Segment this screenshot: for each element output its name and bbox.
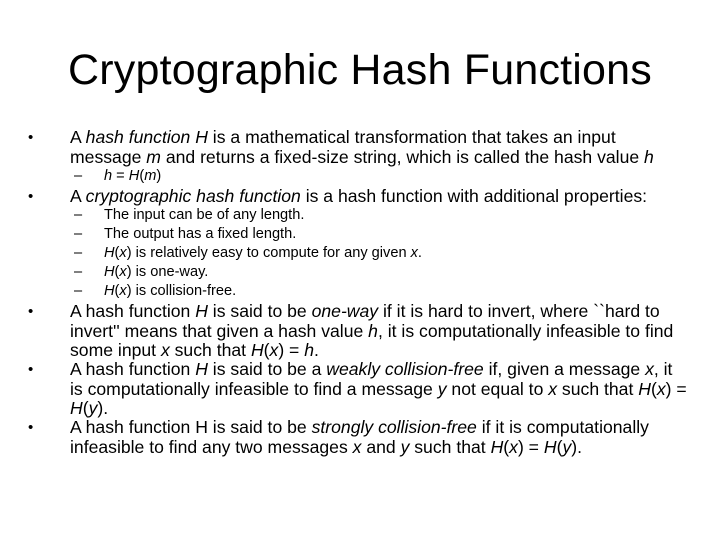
text-segment: is said to be a	[207, 359, 327, 379]
italic-text: H	[543, 436, 557, 457]
text-segment: (	[82, 398, 89, 418]
sub-item-output-length	[74, 226, 690, 243]
bullet-text	[70, 127, 654, 167]
italic-text: h	[304, 340, 315, 360]
text-segment: =	[112, 168, 129, 184]
italic-text: x	[656, 378, 666, 399]
sub-item-text	[104, 168, 161, 184]
italic-text: H	[195, 301, 208, 321]
italic-text: x	[119, 264, 127, 280]
italic-text: x	[160, 340, 170, 360]
dash-icon: –	[74, 226, 83, 242]
italic-text: hash function H	[85, 127, 208, 147]
text-segment: ) =	[665, 378, 687, 399]
sub-item-text	[104, 283, 236, 299]
italic-text: h	[104, 168, 113, 184]
italic-text: y	[437, 378, 447, 399]
sub-item-input-length	[74, 207, 690, 224]
italic-text: y	[400, 436, 410, 457]
bullet-text	[70, 186, 647, 206]
text-segment: The output has a fixed length.	[104, 226, 297, 242]
italic-text: m	[146, 146, 161, 167]
sub-item-text	[104, 226, 296, 242]
text-segment: such that	[557, 378, 639, 399]
text-segment: ) is relatively easy to compute for any given	[126, 245, 411, 261]
italic-text: y	[562, 436, 572, 457]
italic-text: H	[128, 168, 140, 184]
text-segment: and	[361, 436, 401, 457]
text-segment: such that	[409, 436, 491, 457]
text-segment: ).	[571, 436, 582, 457]
text-segment: (	[114, 245, 120, 261]
text-segment: (	[139, 168, 145, 184]
text-segment: A hash function H is said to be	[70, 417, 312, 437]
bullet-text	[70, 301, 673, 360]
italic-text: y	[88, 398, 98, 418]
text-segment: and returns a fixed-size string, which is called the hash value	[160, 146, 645, 167]
italic-text: m	[144, 168, 157, 184]
text-segment: A	[70, 127, 86, 147]
italic-text: H	[638, 378, 651, 399]
bullet-cryptographic-hash-function	[28, 186, 690, 207]
bullet-text	[70, 359, 687, 418]
text-segment: , it is computationally infeasible to find a message	[70, 359, 673, 399]
italic-text: h	[368, 320, 378, 341]
text-segment: not equal to	[446, 378, 549, 399]
text-segment: (	[263, 340, 270, 360]
italic-text: x	[119, 283, 127, 299]
italic-text: strongly collision-free	[311, 417, 477, 437]
bullet-weakly-collision-free	[28, 359, 690, 419]
bullet-one-way-definition	[28, 301, 690, 361]
dash-icon: –	[74, 168, 83, 184]
text-segment: )	[156, 168, 162, 184]
sub-item-text	[104, 264, 208, 280]
italic-text: x	[509, 436, 518, 457]
italic-text: x	[548, 378, 558, 399]
italic-text: H	[70, 398, 83, 418]
text-segment: (	[556, 436, 563, 457]
italic-text: one-way	[311, 301, 379, 321]
bullet-hash-function-definition	[28, 127, 690, 167]
text-segment: (	[114, 264, 120, 280]
italic-text: H	[250, 340, 264, 360]
dash-icon: –	[74, 283, 83, 299]
italic-text: H	[104, 283, 115, 299]
italic-text: weakly collision-free	[326, 359, 484, 379]
text-segment: if, given a message	[483, 359, 646, 379]
text-segment: A	[70, 186, 86, 206]
sub-item-collision-free	[74, 283, 690, 300]
text-segment: (	[650, 378, 657, 399]
text-segment: .	[314, 340, 319, 360]
text-segment: if it is computationally infeasible to find any two messages	[70, 417, 649, 457]
italic-text: H	[104, 245, 115, 261]
dash-icon: –	[74, 245, 83, 261]
italic-text: x	[410, 245, 418, 261]
dash-icon: –	[74, 207, 83, 223]
italic-text: H	[490, 436, 504, 457]
italic-text: x	[269, 340, 279, 360]
dash-icon: –	[74, 264, 83, 280]
text-segment: A hash function	[70, 359, 196, 379]
sub-item-easy-to-compute	[74, 245, 690, 262]
bullet-icon: •	[28, 361, 34, 378]
text-segment: .	[417, 245, 422, 261]
sub-item-one-way	[74, 264, 690, 281]
bullet-icon: •	[28, 129, 34, 146]
text-segment: is said to be	[207, 301, 312, 321]
bullet-icon: •	[28, 303, 34, 320]
italic-text: h	[644, 146, 654, 167]
text-segment: ) =	[278, 340, 305, 360]
text-segment: ) is collision-free.	[126, 283, 237, 299]
italic-text: x	[352, 436, 362, 457]
text-segment: , it is computationally infeasible to find some input	[70, 320, 674, 360]
italic-text: H	[195, 359, 208, 379]
text-segment: ).	[97, 398, 109, 418]
text-segment: (	[114, 283, 120, 299]
sub-item-text	[104, 207, 304, 223]
text-segment: ) =	[517, 436, 544, 457]
bullet-icon: •	[28, 419, 34, 436]
text-segment: (	[503, 436, 510, 457]
text-segment: such that	[169, 340, 251, 360]
italic-text: cryptographic hash function	[85, 186, 301, 206]
bullet-strongly-collision-free	[28, 417, 690, 457]
slide-title: Cryptographic Hash Functions	[68, 46, 652, 94]
italic-text: H	[104, 264, 115, 280]
text-segment: is a mathematical transformation that takes an input message	[70, 127, 616, 167]
text-segment: A hash function	[70, 301, 196, 321]
text-segment: The input can be of any length.	[104, 207, 305, 223]
bullet-icon: •	[28, 188, 34, 205]
text-segment: is a hash function with additional properties:	[300, 186, 648, 206]
text-segment: if it is hard to invert, where ``hard to invert'' means that given a hash value	[70, 301, 660, 341]
bullet-text	[70, 417, 649, 457]
italic-text: x	[645, 359, 654, 379]
italic-text: x	[119, 245, 127, 261]
text-segment: ) is one-way.	[126, 264, 209, 280]
sub-item-hash-equation	[74, 168, 690, 185]
sub-item-text	[104, 245, 422, 261]
